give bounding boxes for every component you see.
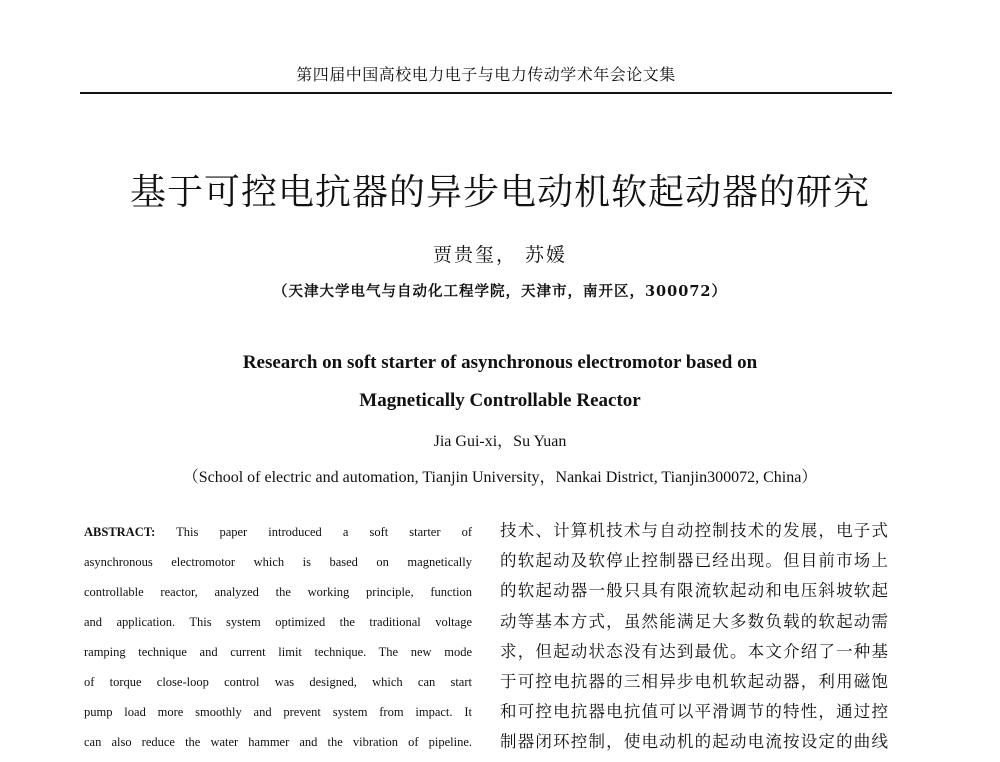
authors-cn: 贾贵玺， 苏媛	[432, 244, 568, 266]
body-line: 于可控电抗器的三相异步电机软起动器，利用磁饱	[500, 671, 888, 691]
abstract-line	[84, 522, 472, 552]
body-line: 求，但起动状态没有达到最优。本文介绍了一种基	[500, 641, 888, 661]
abstract-line: of torque close-loop control was designed, which can start	[84, 675, 472, 689]
abstract-line-text: This paper introduced a soft starter of	[155, 525, 472, 539]
paper-title-en-line-1: Research on soft starter of asynchronous electromotor based on	[242, 352, 758, 373]
authors-en: Jia Gui-xi，Su Yuan	[433, 433, 567, 450]
abstract-line: and application. This system optimized the traditional voltage	[84, 615, 472, 629]
paper-title-en-line-2: Magnetically Controllable Reactor	[359, 390, 641, 411]
body-line: 动等基本方式，虽然能满足大多数负载的软起动需	[500, 611, 888, 631]
abstract-line: ramping technique and current limit technique. The new mode	[84, 645, 472, 659]
body-line: 的软起动及软停止控制器已经出现。但目前市场上	[500, 551, 888, 571]
abstract-line: asynchronous electromotor which is based on magnetically	[84, 555, 472, 569]
body-line: 制器闭环控制，使电动机的起动电流按设定的曲线	[500, 732, 888, 752]
affiliation-cn: （天津大学电气与自动化工程学院，天津市，南开区，300072）	[272, 283, 728, 300]
body-line: 和可控电抗器电抗值可以平滑调节的特性，通过控	[500, 702, 888, 722]
abstract-line: can also reduce the water hammer and the vibration of pipeline.	[84, 735, 472, 749]
header-rule	[80, 92, 892, 94]
abstract-line: controllable reactor, analyzed the working principle, function	[84, 585, 472, 599]
body-line: 技术、计算机技术与自动控制技术的发展，电子式	[500, 521, 888, 540]
affiliation-en: （School of electric and automation, Tianjin University，Nankai District, Tianjin300072, China）	[182, 469, 818, 486]
body-line: 的软起动器一般只具有限流软起动和电压斜坡软起	[500, 581, 888, 601]
paper-title-cn: 基于可控电抗器的异步电动机软起动器的研究	[129, 172, 870, 213]
abstract-column	[84, 522, 472, 762]
abstract-line: pump load more smoothly and prevent system from impact. It	[84, 705, 472, 719]
body-text-column	[500, 519, 888, 761]
running-head: 第四届中国高校电力电子与电力传动学术年会论文集	[296, 65, 676, 84]
abstract-label: ABSTRACT:	[84, 525, 156, 539]
